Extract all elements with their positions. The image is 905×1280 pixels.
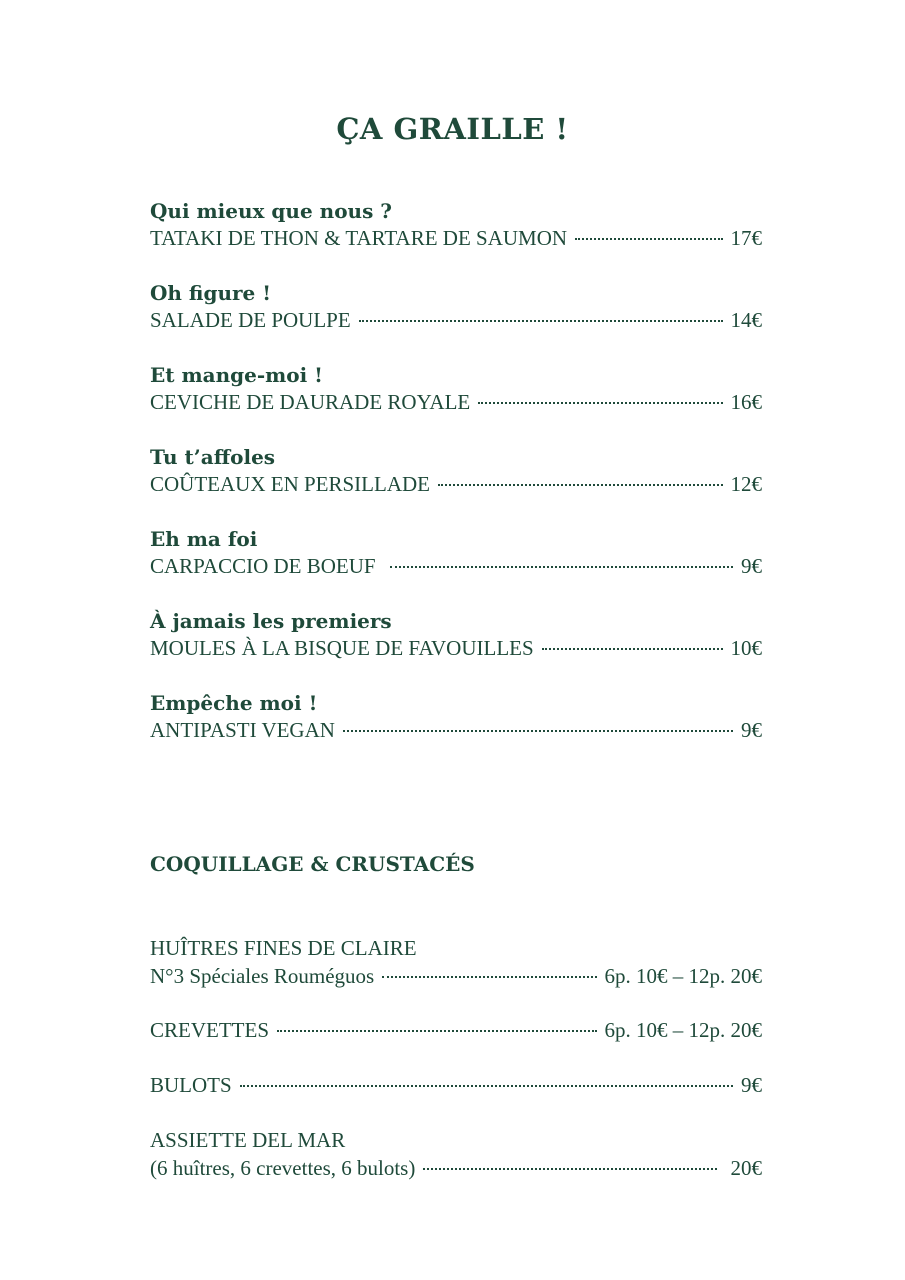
dot-leader [478, 402, 722, 404]
platter-item: (6 huîtres, 6 crevettes, 6 bulots) [150, 1156, 416, 1180]
dot-leader [575, 238, 722, 240]
shrimp-line [150, 1016, 762, 1044]
dish-item: ANTIPASTI VEGAN [150, 718, 335, 742]
dish-line [150, 224, 762, 252]
platter-price: 20€ [730, 1156, 762, 1180]
menu-item [150, 362, 762, 416]
dish-price: 9€ [741, 718, 762, 742]
menu-item [150, 608, 762, 662]
dish-item: COÛTEAUX EN PERSILLADE [150, 472, 430, 496]
shrimp-item: CREVETTES [150, 1018, 269, 1042]
dot-leader [542, 648, 723, 650]
dish-item: SALADE DE POULPE [150, 308, 351, 332]
dot-leader [382, 976, 596, 978]
seafood-whelks [150, 1071, 762, 1099]
dish-item: TATAKI DE THON & TARTARE DE SAUMON [150, 226, 568, 250]
dish-price: 17€ [730, 226, 762, 250]
menu-item [150, 690, 762, 744]
dish-name: Qui mieux que nous ? [150, 199, 393, 223]
dot-leader [359, 320, 723, 322]
menu-item [150, 444, 762, 498]
dish-price: 16€ [730, 390, 762, 414]
menu-item [150, 198, 762, 252]
dish-name: Eh ma foi [150, 527, 258, 551]
dot-leader [390, 566, 733, 568]
dish-name: Et mange-moi ! [150, 363, 323, 387]
dot-leader [277, 1030, 597, 1032]
whelks-item: BULOTS [150, 1073, 232, 1097]
oysters-item: N°3 Spéciales Rouméguos [150, 964, 375, 988]
dish-line [150, 306, 762, 334]
oysters-line [150, 962, 762, 990]
seafood-oysters [150, 934, 762, 990]
dish-name: Oh figure ! [150, 281, 271, 305]
dish-price: 14€ [730, 308, 762, 332]
shrimp-price: 6p. 10€ – 12p. 20€ [604, 1018, 762, 1042]
dish-price: 10€ [730, 636, 762, 660]
dish-name: À jamais les premiers [150, 609, 392, 633]
whelks-price: 9€ [741, 1073, 762, 1097]
section-heading: COQUILLAGE & CRUSTACÉS [150, 852, 475, 876]
platter-line [150, 1154, 762, 1182]
dish-item: CARPACCIO DE BOEUF [150, 554, 376, 578]
dish-name: Tu t’affoles [150, 445, 276, 469]
dish-line [150, 470, 762, 498]
page-title: ÇA GRAILLE ! [336, 112, 569, 146]
platter-label: ASSIETTE DEL MAR [150, 1128, 346, 1152]
dish-price: 9€ [741, 554, 762, 578]
dot-leader [240, 1085, 733, 1087]
dish-price: 12€ [730, 472, 762, 496]
dish-line [150, 552, 762, 580]
dot-leader [423, 1168, 716, 1170]
dot-leader [343, 730, 733, 732]
oysters-label: HUÎTRES FINES DE CLAIRE [150, 936, 417, 960]
dish-line [150, 388, 762, 416]
menu-item [150, 526, 762, 580]
menu-item [150, 280, 762, 334]
seafood-shrimp [150, 1016, 762, 1044]
oysters-price: 6p. 10€ – 12p. 20€ [604, 964, 762, 988]
dish-item: CEVICHE DE DAURADE ROYALE [150, 390, 471, 414]
whelks-line [150, 1071, 762, 1099]
dish-item: MOULES À LA BISQUE DE FAVOUILLES [150, 636, 534, 660]
dot-leader [438, 484, 723, 486]
dish-line [150, 634, 762, 662]
seafood-platter [150, 1126, 762, 1182]
dish-name: Empêche moi ! [150, 691, 318, 715]
dish-line [150, 716, 762, 744]
